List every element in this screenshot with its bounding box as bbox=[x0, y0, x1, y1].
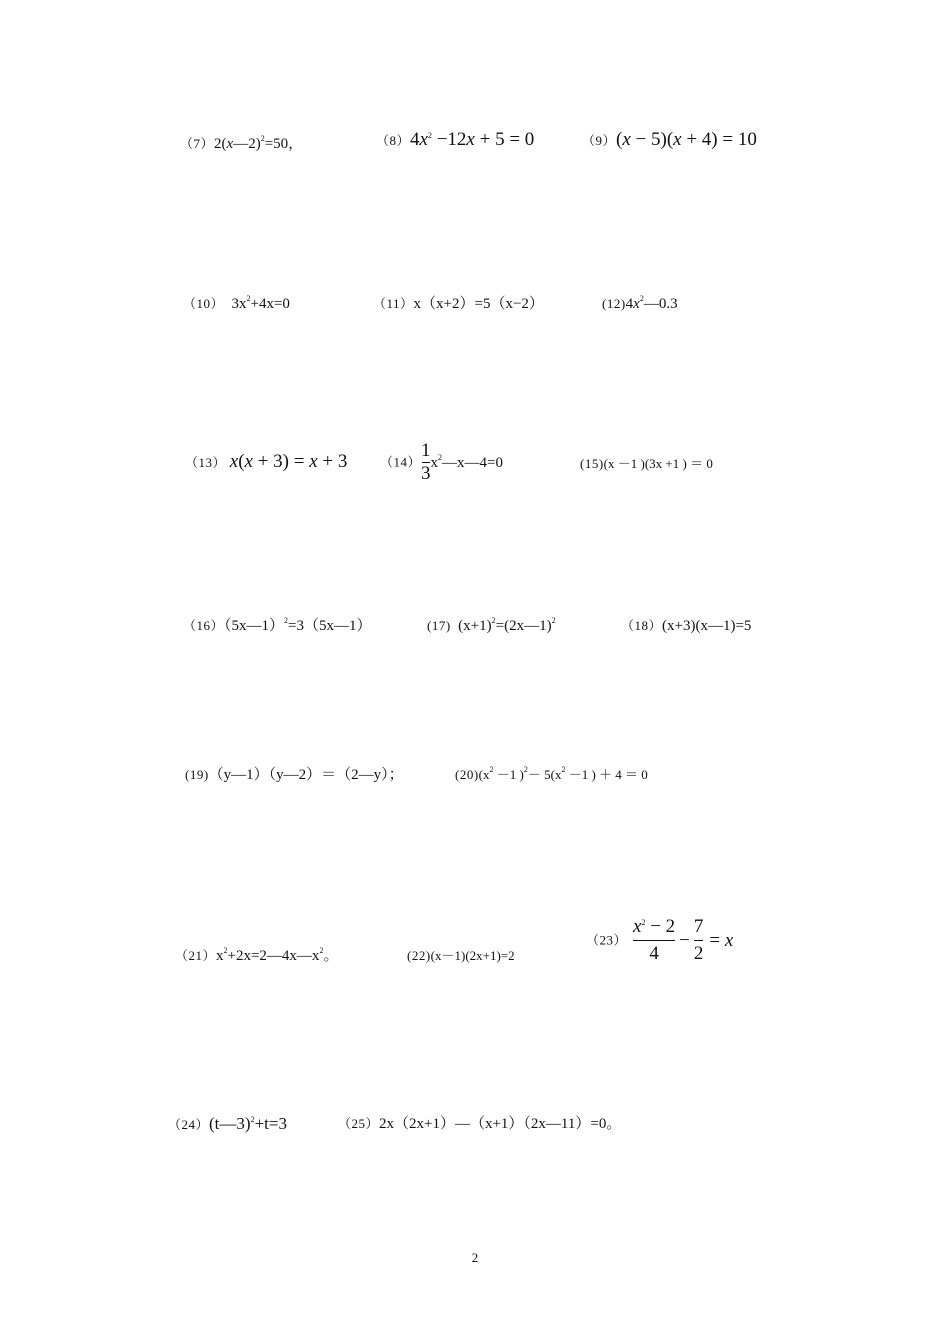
problem-15: (15)(x －1 )(3x +1 ) ＝ 0 bbox=[580, 456, 713, 471]
problem-16: （16）（5x—1）$^2$=3（5x—1） bbox=[183, 616, 372, 634]
problem-row-6 bbox=[0, 912, 950, 982]
fraction-one-third: $\frac{1}{3}$ bbox=[421, 440, 431, 484]
problem-17: (17) $(x+1)^2=(2x—1)^2$ bbox=[427, 616, 556, 634]
problem-9: （9）(x − 5)(x + 4) = 10 bbox=[582, 129, 757, 150]
problem-row-3 bbox=[0, 440, 950, 500]
problem-row-7 bbox=[0, 1110, 950, 1150]
problem-8: $(8)4x^2 -12x + 5 = 0$ bbox=[376, 129, 535, 150]
problem-12: $(12)4x^2—0.3$ bbox=[602, 294, 678, 312]
problem-14: （14） $\frac{1}{3}$ $x^2—x—4=0$ bbox=[380, 440, 503, 484]
problem-21: $(21)x^2+2x=2—4x—x^2$。 bbox=[175, 946, 339, 964]
problem-row-4 bbox=[0, 616, 950, 656]
fraction-seven-halves: $\frac{7}{2}$ bbox=[693, 916, 704, 964]
problem-20: $(20)(x^2 -1$ )$^2- 5(x^2 -1$ ) ＋ 4 ＝ 0 bbox=[455, 765, 648, 782]
page-number: 2 bbox=[471, 1250, 479, 1265]
problem-19: (19)（y—1）（y—2）＝（2—y）； bbox=[185, 767, 404, 783]
problem-13: （13） x(x + 3) = x + 3 bbox=[185, 451, 348, 472]
problem-row-1 bbox=[0, 128, 950, 168]
problem-22: (22)(x－1)(2x+1)=2 bbox=[407, 948, 515, 963]
problem-row-2 bbox=[0, 292, 950, 332]
problem-11: （11）x（x+2）=5（x−2） bbox=[373, 296, 544, 312]
fraction-x-squared-minus-two-over-four: $\frac{x^2 - 2}{4}$ bbox=[633, 916, 676, 964]
problem-row-5 bbox=[0, 765, 950, 805]
problem-18: （18）(x+3)(x—1)=5 bbox=[621, 618, 752, 634]
problem-25: （25）2x（2x+1）—（x+1）（2x—11）=0。 bbox=[338, 1116, 622, 1132]
problem-10: （10） $3x^2+4x=0$ bbox=[183, 294, 290, 312]
problem-23: （23） $\frac{x^2 - 2}{4}$ − $\frac{7}{2}$ = x bbox=[586, 916, 734, 964]
problem-7: （7）2(x—2)$^2$=50， bbox=[180, 134, 304, 152]
problem-24: （24）(t—3)$^2$+t=3 bbox=[168, 1114, 287, 1133]
